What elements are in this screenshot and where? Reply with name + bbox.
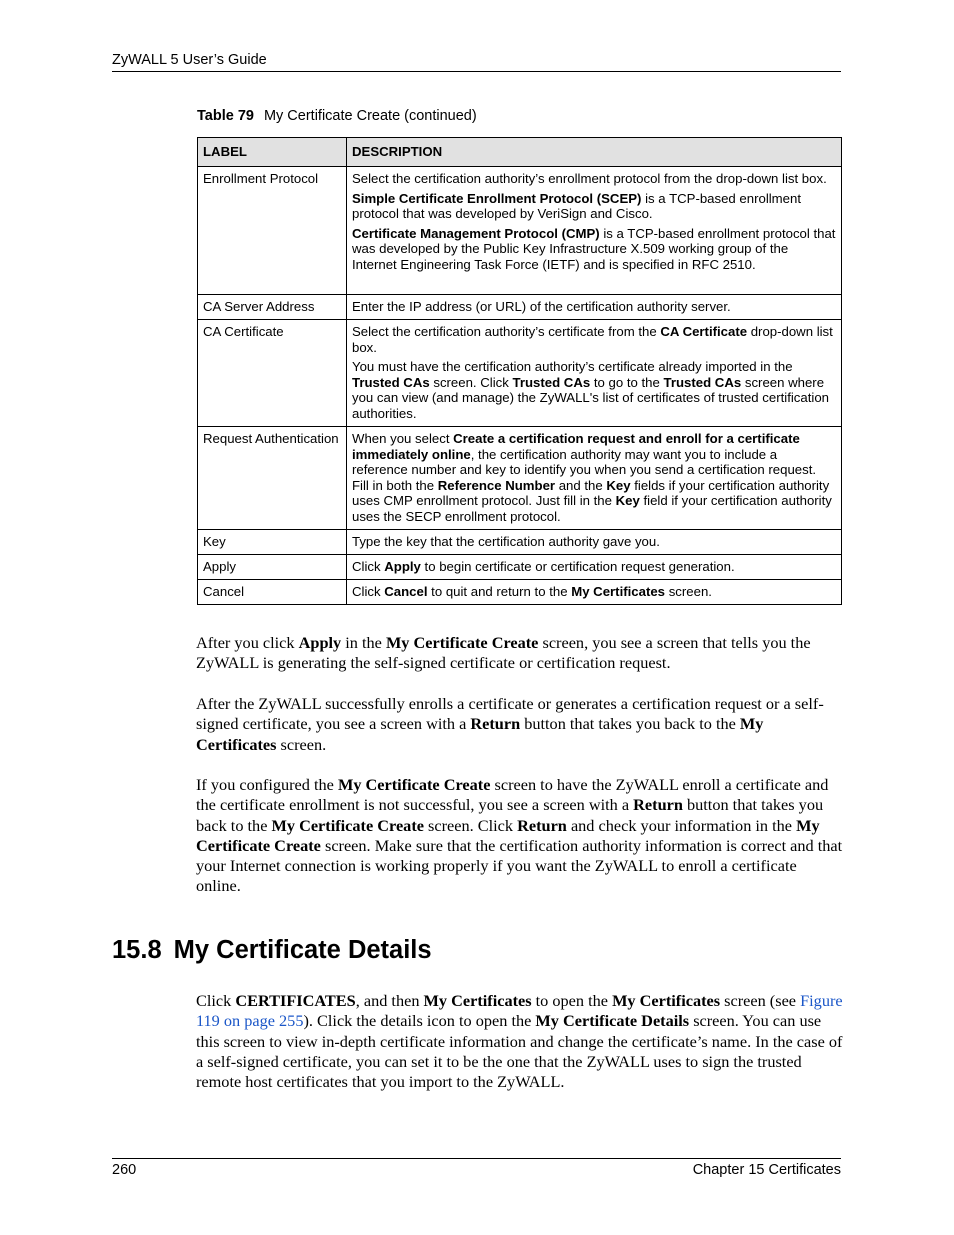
text-run: to go to the [590, 374, 664, 390]
text-run: , the certification authority may want you to include a reference number and key to identify you when you send a certification request. Fill in both the [352, 446, 817, 493]
text-run: button that takes you back to the [196, 795, 824, 835]
bold-term: Cancel [384, 584, 428, 599]
bold-term: My Certificate Details [535, 1011, 690, 1031]
text-run: screen. You can use this screen to view in-depth certificate information and change the certificate’s name. In the case of a self-signed certificate, you can set it to be the one that the ZyWALL uses to sign the trusted remote host certificates that you import to the ZyWALL. [196, 1011, 843, 1092]
bold-term: Trusted CAs [663, 374, 742, 390]
column-header-label: LABEL [198, 138, 347, 167]
bold-term: My Certificates [612, 991, 721, 1010]
page-number: 260 [112, 1162, 137, 1178]
row-label: Key [198, 530, 347, 555]
text-run: screen where you can view (and manage) the ZyWALL's list of certificates of trusted certification authorities. [352, 374, 829, 421]
table-row [198, 295, 842, 320]
text-run: After you click [196, 633, 299, 652]
text-run: screen (see [720, 991, 801, 1010]
text-run: in the [341, 633, 386, 652]
text-run: and check your information in the [566, 815, 797, 835]
paragraph-apply-result [196, 633, 844, 674]
bold-term: Trusted CAs [512, 374, 591, 390]
table-row [198, 555, 842, 580]
text-run: is a TCP-based enrollment protocol that was developed by VeriSign and Cisco. [352, 190, 801, 222]
bold-term: My Certificates [571, 584, 666, 599]
row-label: Enrollment Protocol [198, 167, 347, 295]
bold-term: Apply [298, 633, 342, 652]
bold-term: My Certificates [196, 714, 764, 754]
row-description: Type the key that the certification authority gave you. [347, 530, 842, 555]
bold-term: CERTIFICATES [235, 991, 356, 1010]
bold-term: Certificate Management Protocol (CMP) [352, 225, 600, 241]
row-label: CA Server Address [198, 295, 347, 320]
description-paragraph [352, 324, 836, 355]
row-description [347, 555, 842, 580]
column-header-description: DESCRIPTION [347, 138, 842, 167]
table-row [198, 320, 842, 427]
description-paragraph: Select the certification authority’s enrollment protocol from the drop-down list box. [352, 171, 827, 186]
row-label: Cancel [198, 580, 347, 605]
bold-term: Return [470, 714, 521, 734]
table-caption-label: Table 79 [197, 108, 254, 124]
description-paragraph [352, 226, 836, 273]
text-run: Click [196, 991, 236, 1010]
row-description [347, 427, 842, 530]
bold-term: My Certificate Create [271, 815, 424, 835]
row-label: CA Certificate [198, 320, 347, 427]
table-header-row [198, 138, 842, 167]
table-row [198, 167, 842, 295]
text-run: screen to have the ZyWALL enroll a certificate and the certificate enrollment is not successful, you see a screen with a [196, 775, 829, 815]
section-number: 15.8 [112, 936, 162, 964]
text-run: and the [555, 477, 607, 493]
bold-term: Return [517, 815, 567, 835]
row-description [347, 580, 842, 605]
bold-term: My Certificates [423, 991, 532, 1010]
paragraph-enroll-success [196, 694, 844, 755]
bold-term: CA Certificate [660, 324, 748, 339]
text-run: field if your certification authority uses the SECP enrollment protocol. [352, 493, 832, 524]
bold-term: My Certificate Create [196, 815, 820, 855]
text-run: fields if your certification authority uses CMP enrollment protocol. Just fill in the [352, 477, 830, 509]
bold-term: Key [606, 477, 631, 493]
text-run: screen. Click [423, 815, 518, 835]
description-paragraph [352, 359, 836, 421]
text-run: button that takes you back to the [520, 714, 740, 734]
bold-term: Key [615, 493, 640, 509]
text-run: screen. Click [429, 374, 513, 390]
text-run: to begin certificate or certification request generation. [420, 559, 735, 574]
bold-term: Simple Certificate Enrollment Protocol (SCEP) [352, 190, 642, 206]
bold-term: Create a certification request and enroll for a certificate immediately online [352, 431, 800, 462]
bold-term: Return [633, 795, 683, 815]
figure-reference-link[interactable]: Figure 119 on page 255 [196, 991, 843, 1031]
chapter-footer: Chapter 15 Certificates [692, 1162, 841, 1178]
text-run: to open the [531, 991, 613, 1010]
paragraph-certificate-details [196, 991, 844, 1092]
bold-term: Apply [384, 559, 421, 574]
text-run: screen, you see a screen that tells you the ZyWALL is generating the self-signed certificate or certification request. [196, 633, 811, 673]
section-heading [112, 936, 444, 965]
certificate-create-table [197, 137, 842, 605]
bold-term: Trusted CAs [352, 374, 430, 390]
bold-term: My Certificate Create [385, 633, 539, 652]
bold-term: Reference Number [437, 477, 556, 493]
text-run: , and then [355, 991, 424, 1010]
text-run: drop-down list box. [352, 324, 833, 355]
text-run: After the ZyWALL successfully enrolls a certificate or generates a certification request or a self-signed certificate, you see a screen with a [196, 694, 824, 734]
row-description [347, 167, 842, 295]
table-row [198, 427, 842, 530]
description-paragraph [352, 191, 836, 222]
text-run: You must have the certification authority’s certificate already imported in the [352, 359, 793, 375]
row-description: Enter the IP address (or URL) of the certification authority server. [347, 295, 842, 320]
table-row [198, 530, 842, 555]
footer-rule [112, 1158, 841, 1159]
table-caption [197, 108, 477, 124]
text-run: is a TCP-based enrollment protocol that was developed by the Public Key Infrastructure X.509 working group of the Internet Engineering Task Force (IETF) and is specified in RFC 2510. [352, 225, 836, 272]
bold-term: My Certificate Create [337, 775, 491, 794]
text-run: If you configured the [196, 775, 338, 794]
section-title: My Certificate Details [173, 936, 432, 964]
row-description [347, 320, 842, 427]
table-row [198, 580, 842, 605]
text-run: Click [352, 584, 385, 599]
table-caption-text: My Certificate Create (continued) [263, 108, 477, 124]
row-label: Apply [198, 555, 347, 580]
text-run: screen. [276, 734, 327, 754]
text-run: Select the certification authority’s certificate from the [352, 324, 661, 339]
running-header: ZyWALL 5 User’s Guide [112, 52, 267, 68]
text-run: ). Click the details icon to open the [303, 1011, 536, 1031]
header-rule [112, 71, 841, 72]
text-run: screen. Make sure that the certification authority information is correct and that your Internet connection is working properly if you want the ZyWALL to enroll a certificate online. [196, 835, 843, 896]
paragraph-enroll-failure [196, 775, 844, 897]
text-run: screen. [665, 584, 712, 599]
text-run: Click [352, 559, 385, 574]
text-run: When you select [352, 431, 454, 446]
row-label: Request Authentication [198, 427, 347, 530]
text-run: to quit and return to the [427, 584, 572, 599]
